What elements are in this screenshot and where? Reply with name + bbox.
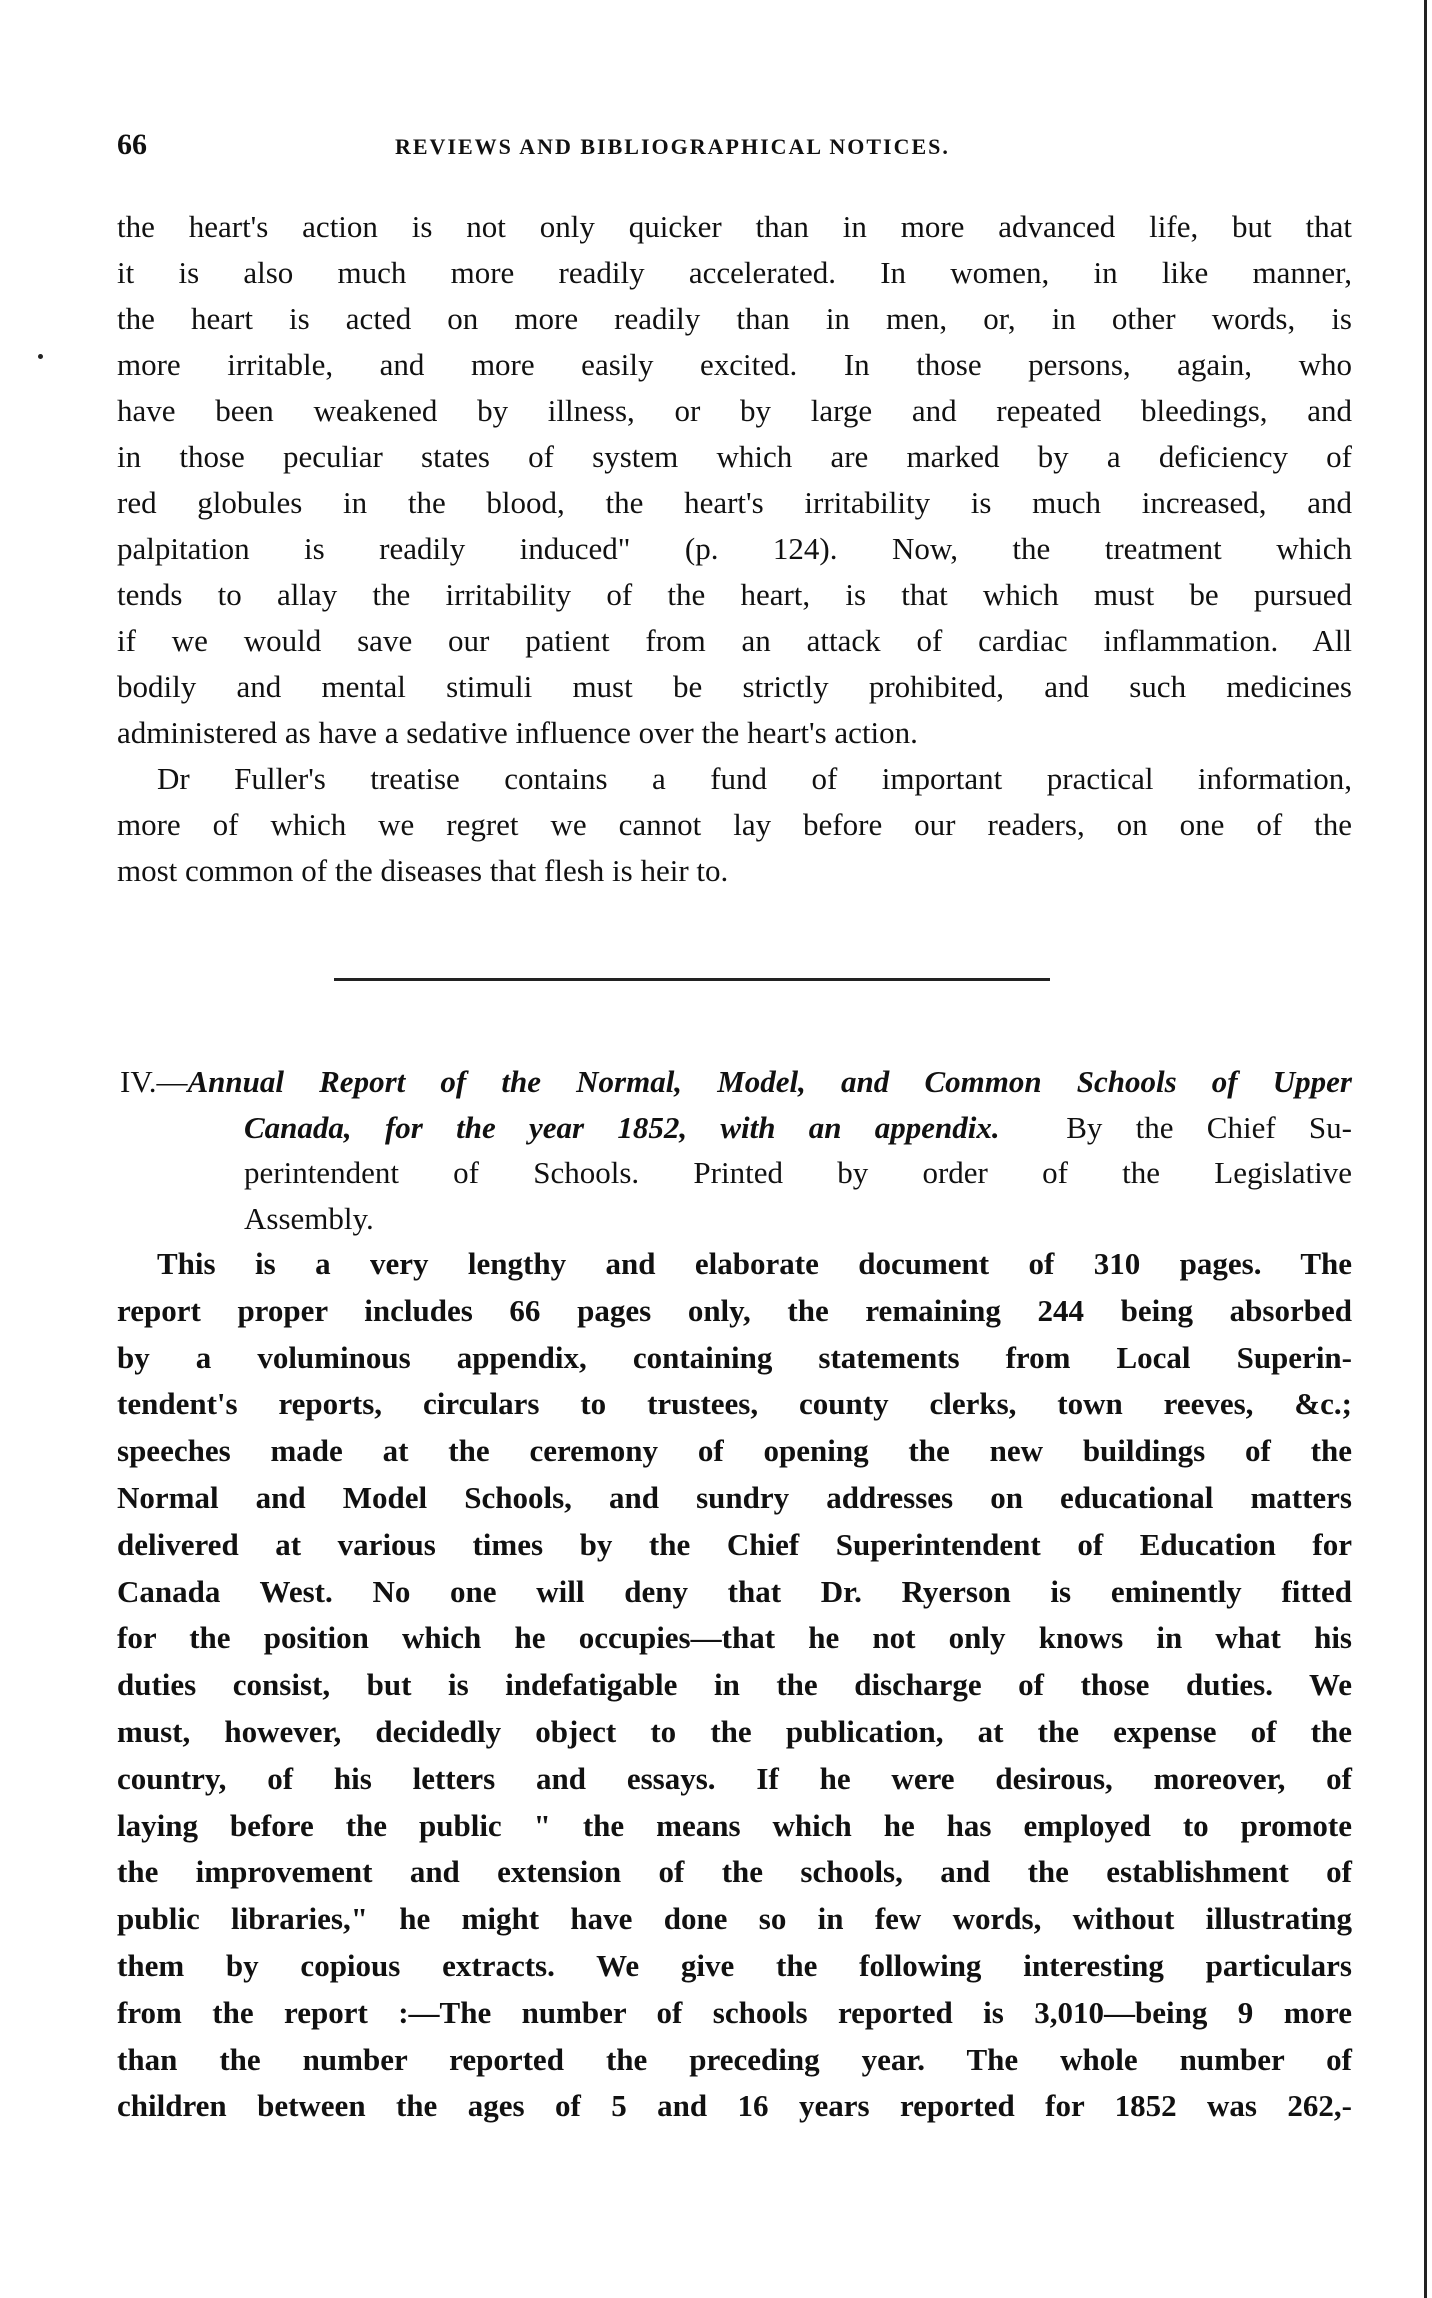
text-line: from the report :—The number of schools reported is 3,010—being 9 more [117,1994,1352,2030]
text-line: by a voluminous appendix, containing statements from Local Superin- [117,1339,1352,1375]
text-line: red globules in the blood, the heart's irritability is much increased, and [117,485,1352,520]
page-edge-border [1424,0,1427,2298]
text-line: laying before the public " the means which he has employed to promote [117,1807,1352,1843]
text-line: country, of his letters and essays. If he were desirous, moreover, of [117,1760,1352,1796]
page-number: 66 [117,128,147,161]
section-2-text [117,1241,1352,2130]
text-line: administered as have a sedative influence over the heart's action. [117,715,918,750]
text-line: Dr Fuller's treatise contains a fund of important practical information, [157,761,1352,796]
text-line: bodily and mental stimuli must be strictly prohibited, and such medicines [117,669,1352,704]
text-line: Normal and Model Schools, and sundry addresses on educational matters [117,1479,1352,1515]
text-line: must, however, decidedly object to the publication, at the expense of the [117,1713,1352,1749]
text-line: more of which we regret we cannot lay before our readers, on one of the [117,807,1352,842]
text-line: it is also much more readily accelerated. In women, in like manner, [117,255,1352,290]
text-line: delivered at various times by the Chief Superintendent of Education for [117,1526,1352,1562]
text-line: have been weakened by illness, or by large and repeated bleedings, and [117,393,1352,428]
text-line: more irritable, and more easily excited. In those persons, again, who [117,347,1352,382]
text-line: palpitation is readily induced" (p. 124). Now, the treatment which [117,531,1352,566]
text-line: in those peculiar states of system which are marked by a deficiency of [117,439,1352,474]
text-line: the improvement and extension of the schools, and the establishment of [117,1854,1352,1890]
title-rest-2: By the Chief Su- [1066,1109,1353,1145]
text-line: for the position which he occupies—that he not only knows in what his [117,1620,1352,1656]
text-line: duties consist, but is indefatigable in the discharge of those duties. We [117,1667,1352,1703]
text-line: most common of the diseases that flesh is heir to. [117,853,729,888]
text-line: children between the ages of 5 and 16 years reported for 1852 was 262,- [117,2088,1352,2124]
text-line: if we would save our patient from an attack of cardiac inflammation. All [117,623,1352,658]
text-line: tendent's reports, circulars to trustees, county clerks, town reeves, &c.; [117,1386,1352,1422]
section-2-title [120,1059,1352,1241]
text-line: speeches made at the ceremony of opening the new buildings of the [117,1433,1352,1469]
title-italic-2: Canada, for the year 1852, with an appendix. [244,1109,1000,1145]
section-divider [334,978,1050,981]
section-1-text [117,204,1352,894]
text-line: tends to allay the irritability of the heart, is that which must be pursued [117,577,1352,612]
text-line: public libraries," he might have done so in few words, without illustrating [117,1901,1352,1937]
section-numeral: IV.— [120,1064,188,1099]
text-line: report proper includes 66 pages only, the remaining 244 being absorbed [117,1292,1352,1328]
title-italic-1: Annual Report of the Normal, Model, and Common Schools of Upper [187,1064,1352,1099]
margin-speck [38,354,43,359]
running-header: REVIEWS AND BIBLIOGRAPHICAL NOTICES. [395,134,950,159]
text-line: Canada West. No one will deny that Dr. Ryerson is eminently fitted [117,1573,1352,1609]
title-line-4: Assembly. [244,1200,374,1236]
text-line: the heart is acted on more readily than in men, or, in other words, is [117,301,1352,336]
text-line: them by copious extracts. We give the following interesting particulars [117,1947,1352,1983]
text-line: the heart's action is not only quicker than in more advanced life, but that [117,209,1352,244]
text-line: This is a very lengthy and elaborate document of 310 pages. The [157,1246,1352,1281]
text-line: than the number reported the preceding year. The whole number of [117,2041,1352,2077]
title-line-3: perintendent of Schools. Printed by order of the Legislative [244,1155,1352,1190]
